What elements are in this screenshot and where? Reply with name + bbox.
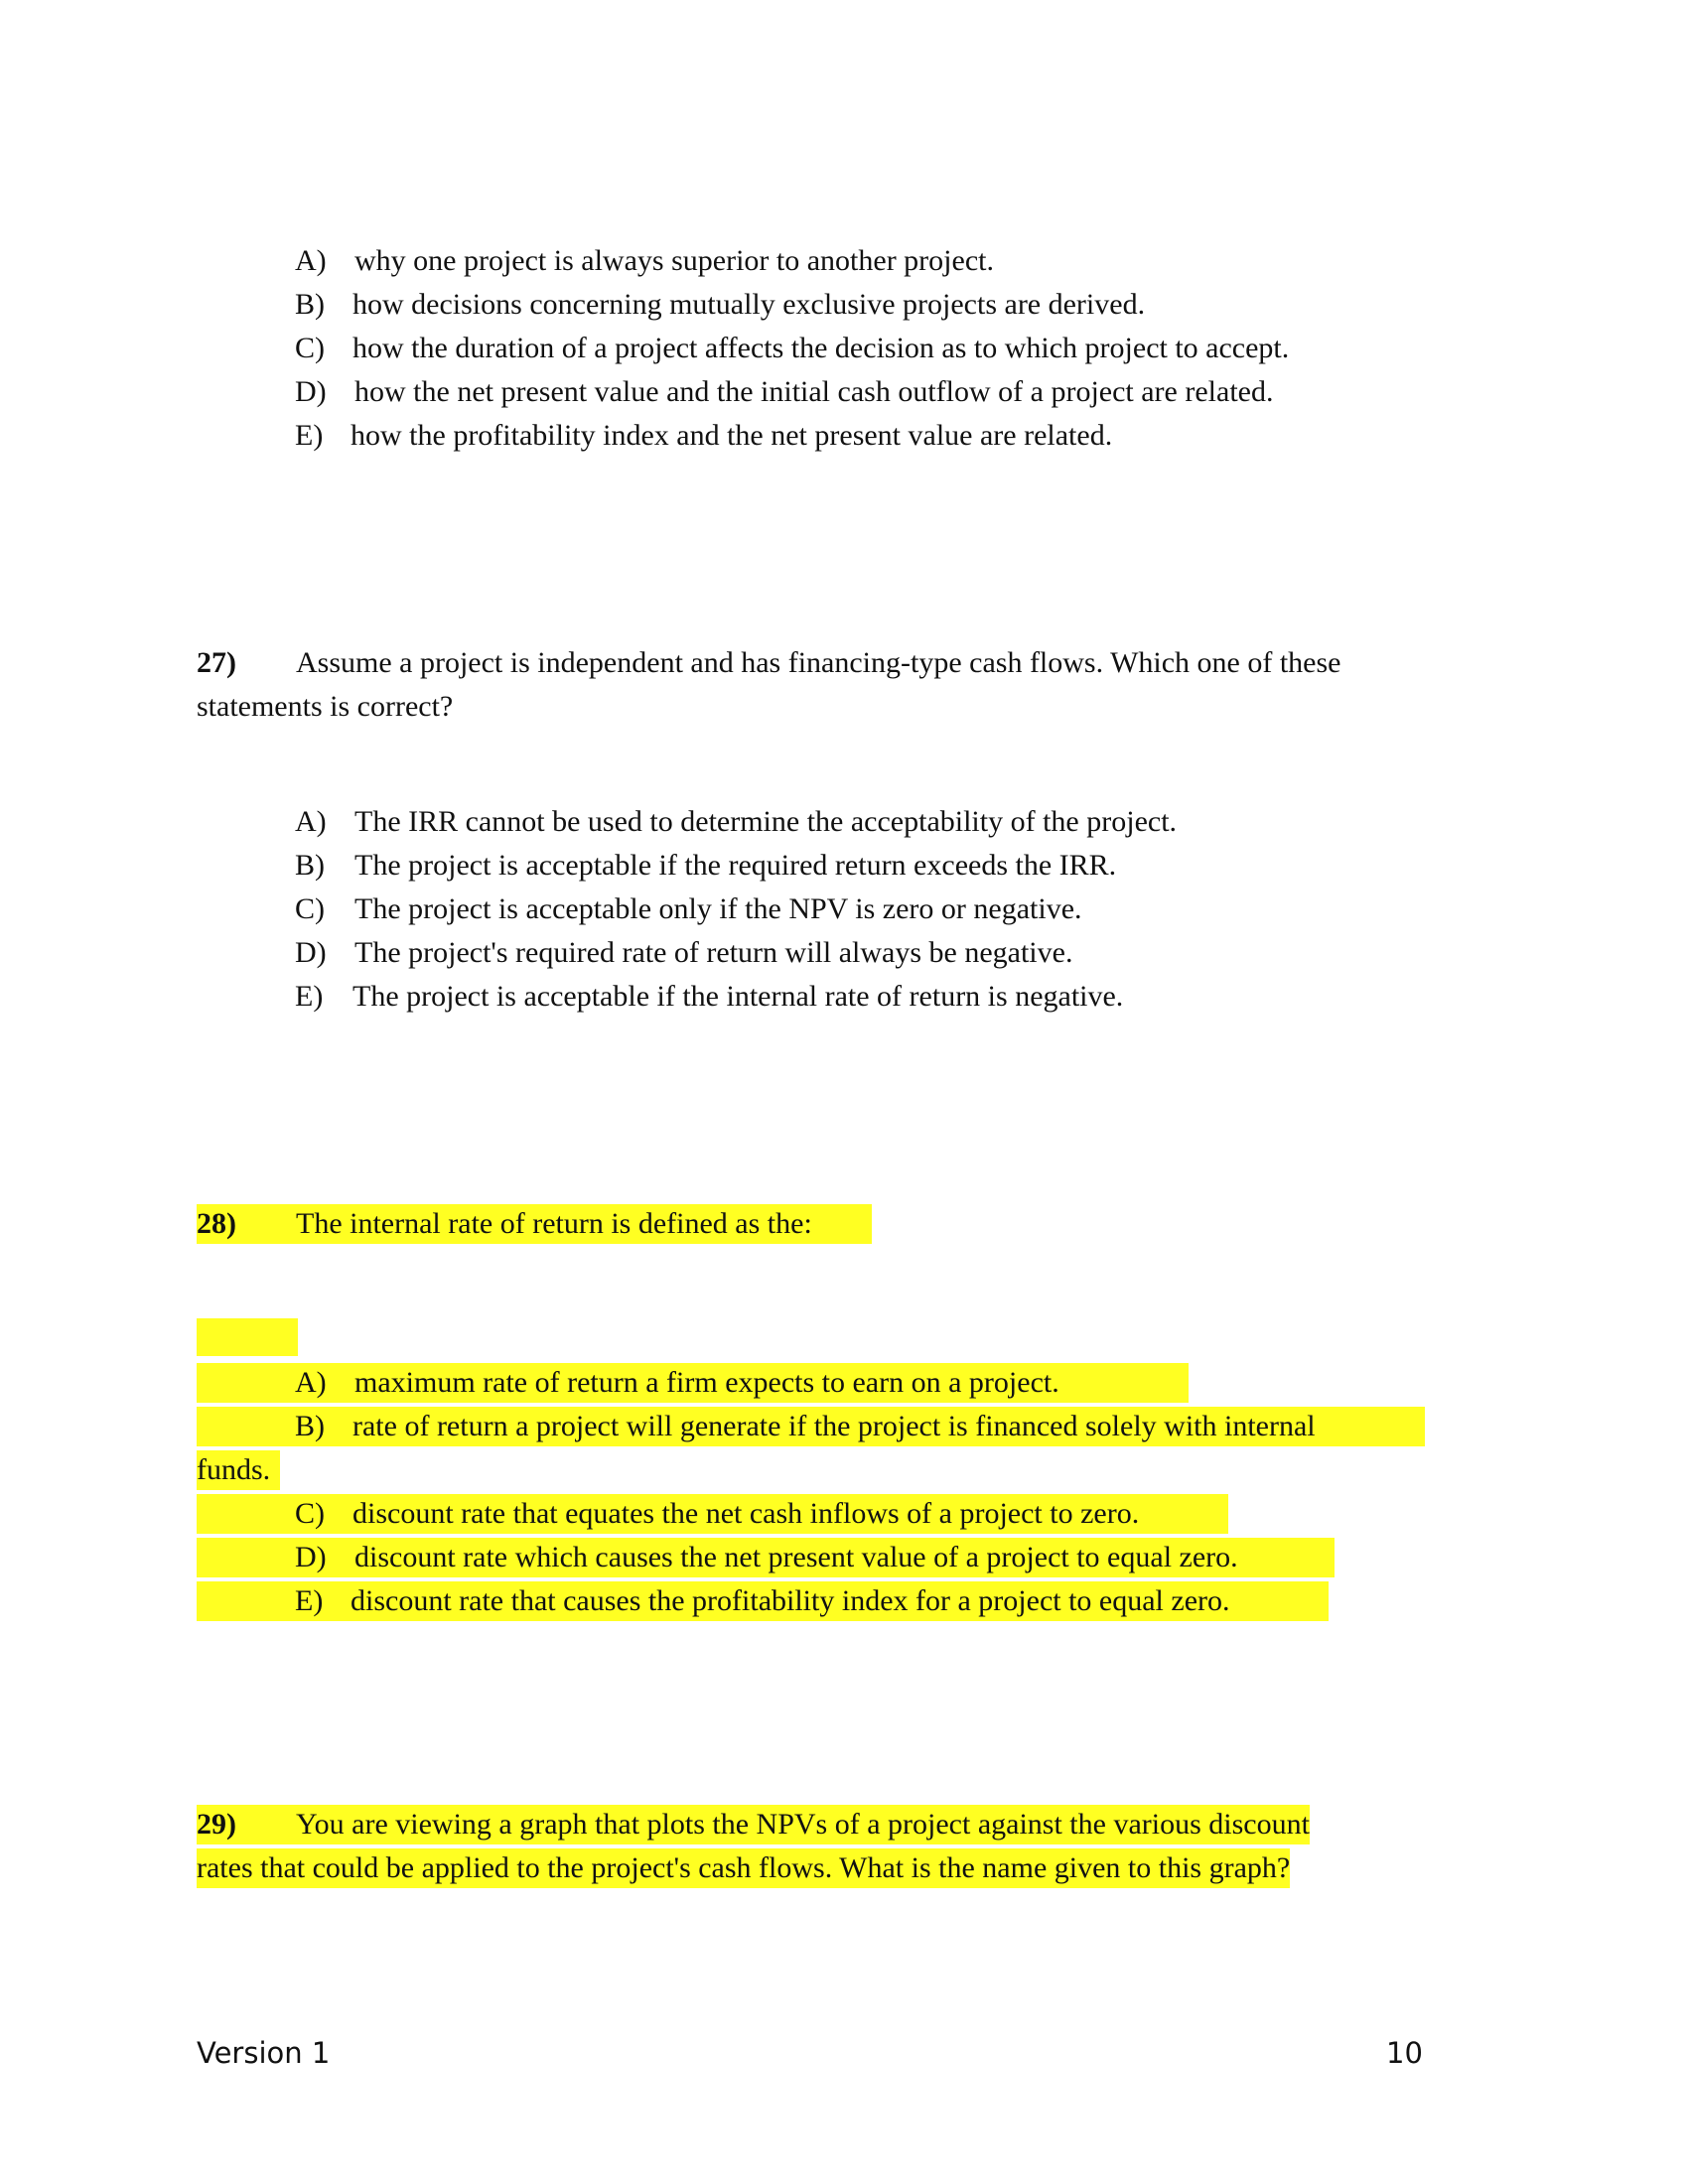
q28-option-b-continuation: funds. xyxy=(197,1450,280,1490)
q27-option-a xyxy=(295,802,1177,842)
q26-option-e xyxy=(295,416,1112,456)
q27-stem-line1 xyxy=(197,643,1340,683)
option-letter: D) xyxy=(295,936,327,969)
option-text: discount rate that causes the profitability index for a project to equal zero. xyxy=(351,1584,1230,1617)
option-letter: A) xyxy=(295,244,327,277)
q28-option-d xyxy=(197,1538,1335,1577)
question-number: 28) xyxy=(197,1207,236,1240)
option-letter: B) xyxy=(295,288,325,321)
option-text: The project's required rate of return will always be negative. xyxy=(354,936,1073,969)
option-text: The project is acceptable if the internal rate of return is negative. xyxy=(352,980,1124,1013)
question-number: 29) xyxy=(197,1808,236,1841)
q26-option-a xyxy=(295,241,994,281)
option-text: how the net present value and the initial cash outflow of a project are related. xyxy=(354,375,1274,408)
q26-option-c xyxy=(295,329,1289,368)
footer-version: Version 1 xyxy=(197,2036,331,2070)
option-text: discount rate which causes the net present value of a project to equal zero. xyxy=(354,1541,1238,1573)
q27-option-b xyxy=(295,846,1116,886)
q27-option-d xyxy=(295,933,1072,973)
option-letter: B) xyxy=(295,1410,325,1442)
q29-stem-line2: rates that could be applied to the project's cash flows. What is the name given to this graph? xyxy=(197,1848,1290,1888)
option-text: maximum rate of return a firm expects to earn on a project. xyxy=(354,1366,1059,1399)
q27-option-e xyxy=(295,977,1123,1017)
q28-option-b xyxy=(197,1407,1425,1446)
question-stem: The internal rate of return is defined as the: xyxy=(296,1207,812,1240)
option-letter: A) xyxy=(295,805,327,838)
q29-stem-line1 xyxy=(197,1805,1310,1844)
option-letter: C) xyxy=(295,892,325,925)
option-text: rate of return a project will generate if the project is financed solely with internal xyxy=(352,1410,1316,1442)
option-text: The project is acceptable only if the NPV is zero or negative. xyxy=(354,892,1082,925)
question-stem: Assume a project is independent and has financing-type cash flows. Which one of these xyxy=(296,646,1341,679)
option-text: why one project is always superior to another project. xyxy=(354,244,994,277)
question-stem: You are viewing a graph that plots the NPVs of a project against the various discount xyxy=(296,1808,1310,1841)
option-text: how the duration of a project affects the decision as to which project to accept. xyxy=(352,332,1290,364)
option-letter: D) xyxy=(295,1541,327,1573)
q27-stem-line2: statements is correct? xyxy=(197,690,454,723)
option-text: The project is acceptable if the required return exceeds the IRR. xyxy=(354,849,1117,882)
q28-stem xyxy=(197,1204,872,1244)
q26-option-d xyxy=(295,372,1273,412)
option-letter: E) xyxy=(295,419,324,452)
option-letter: D) xyxy=(295,375,327,408)
q28-option-c xyxy=(197,1494,1228,1534)
option-letter: C) xyxy=(295,1497,325,1530)
question-number: 27) xyxy=(197,646,236,679)
option-text: how decisions concerning mutually exclusive projects are derived. xyxy=(352,288,1146,321)
option-text: discount rate that equates the net cash inflows of a project to zero. xyxy=(352,1497,1140,1530)
option-text: how the profitability index and the net present value are related. xyxy=(351,419,1113,452)
option-letter: B) xyxy=(295,849,325,882)
highlight-blank xyxy=(197,1318,298,1356)
q26-option-b xyxy=(295,285,1145,325)
option-letter: E) xyxy=(295,980,324,1013)
q28-option-e xyxy=(197,1581,1329,1621)
footer-page-number: 10 xyxy=(1386,2036,1423,2070)
option-letter: A) xyxy=(295,1366,327,1399)
option-text: The IRR cannot be used to determine the acceptability of the project. xyxy=(354,805,1178,838)
option-letter: E) xyxy=(295,1584,324,1617)
option-letter: C) xyxy=(295,332,325,364)
q27-option-c xyxy=(295,889,1082,929)
q28-option-a xyxy=(197,1363,1189,1403)
